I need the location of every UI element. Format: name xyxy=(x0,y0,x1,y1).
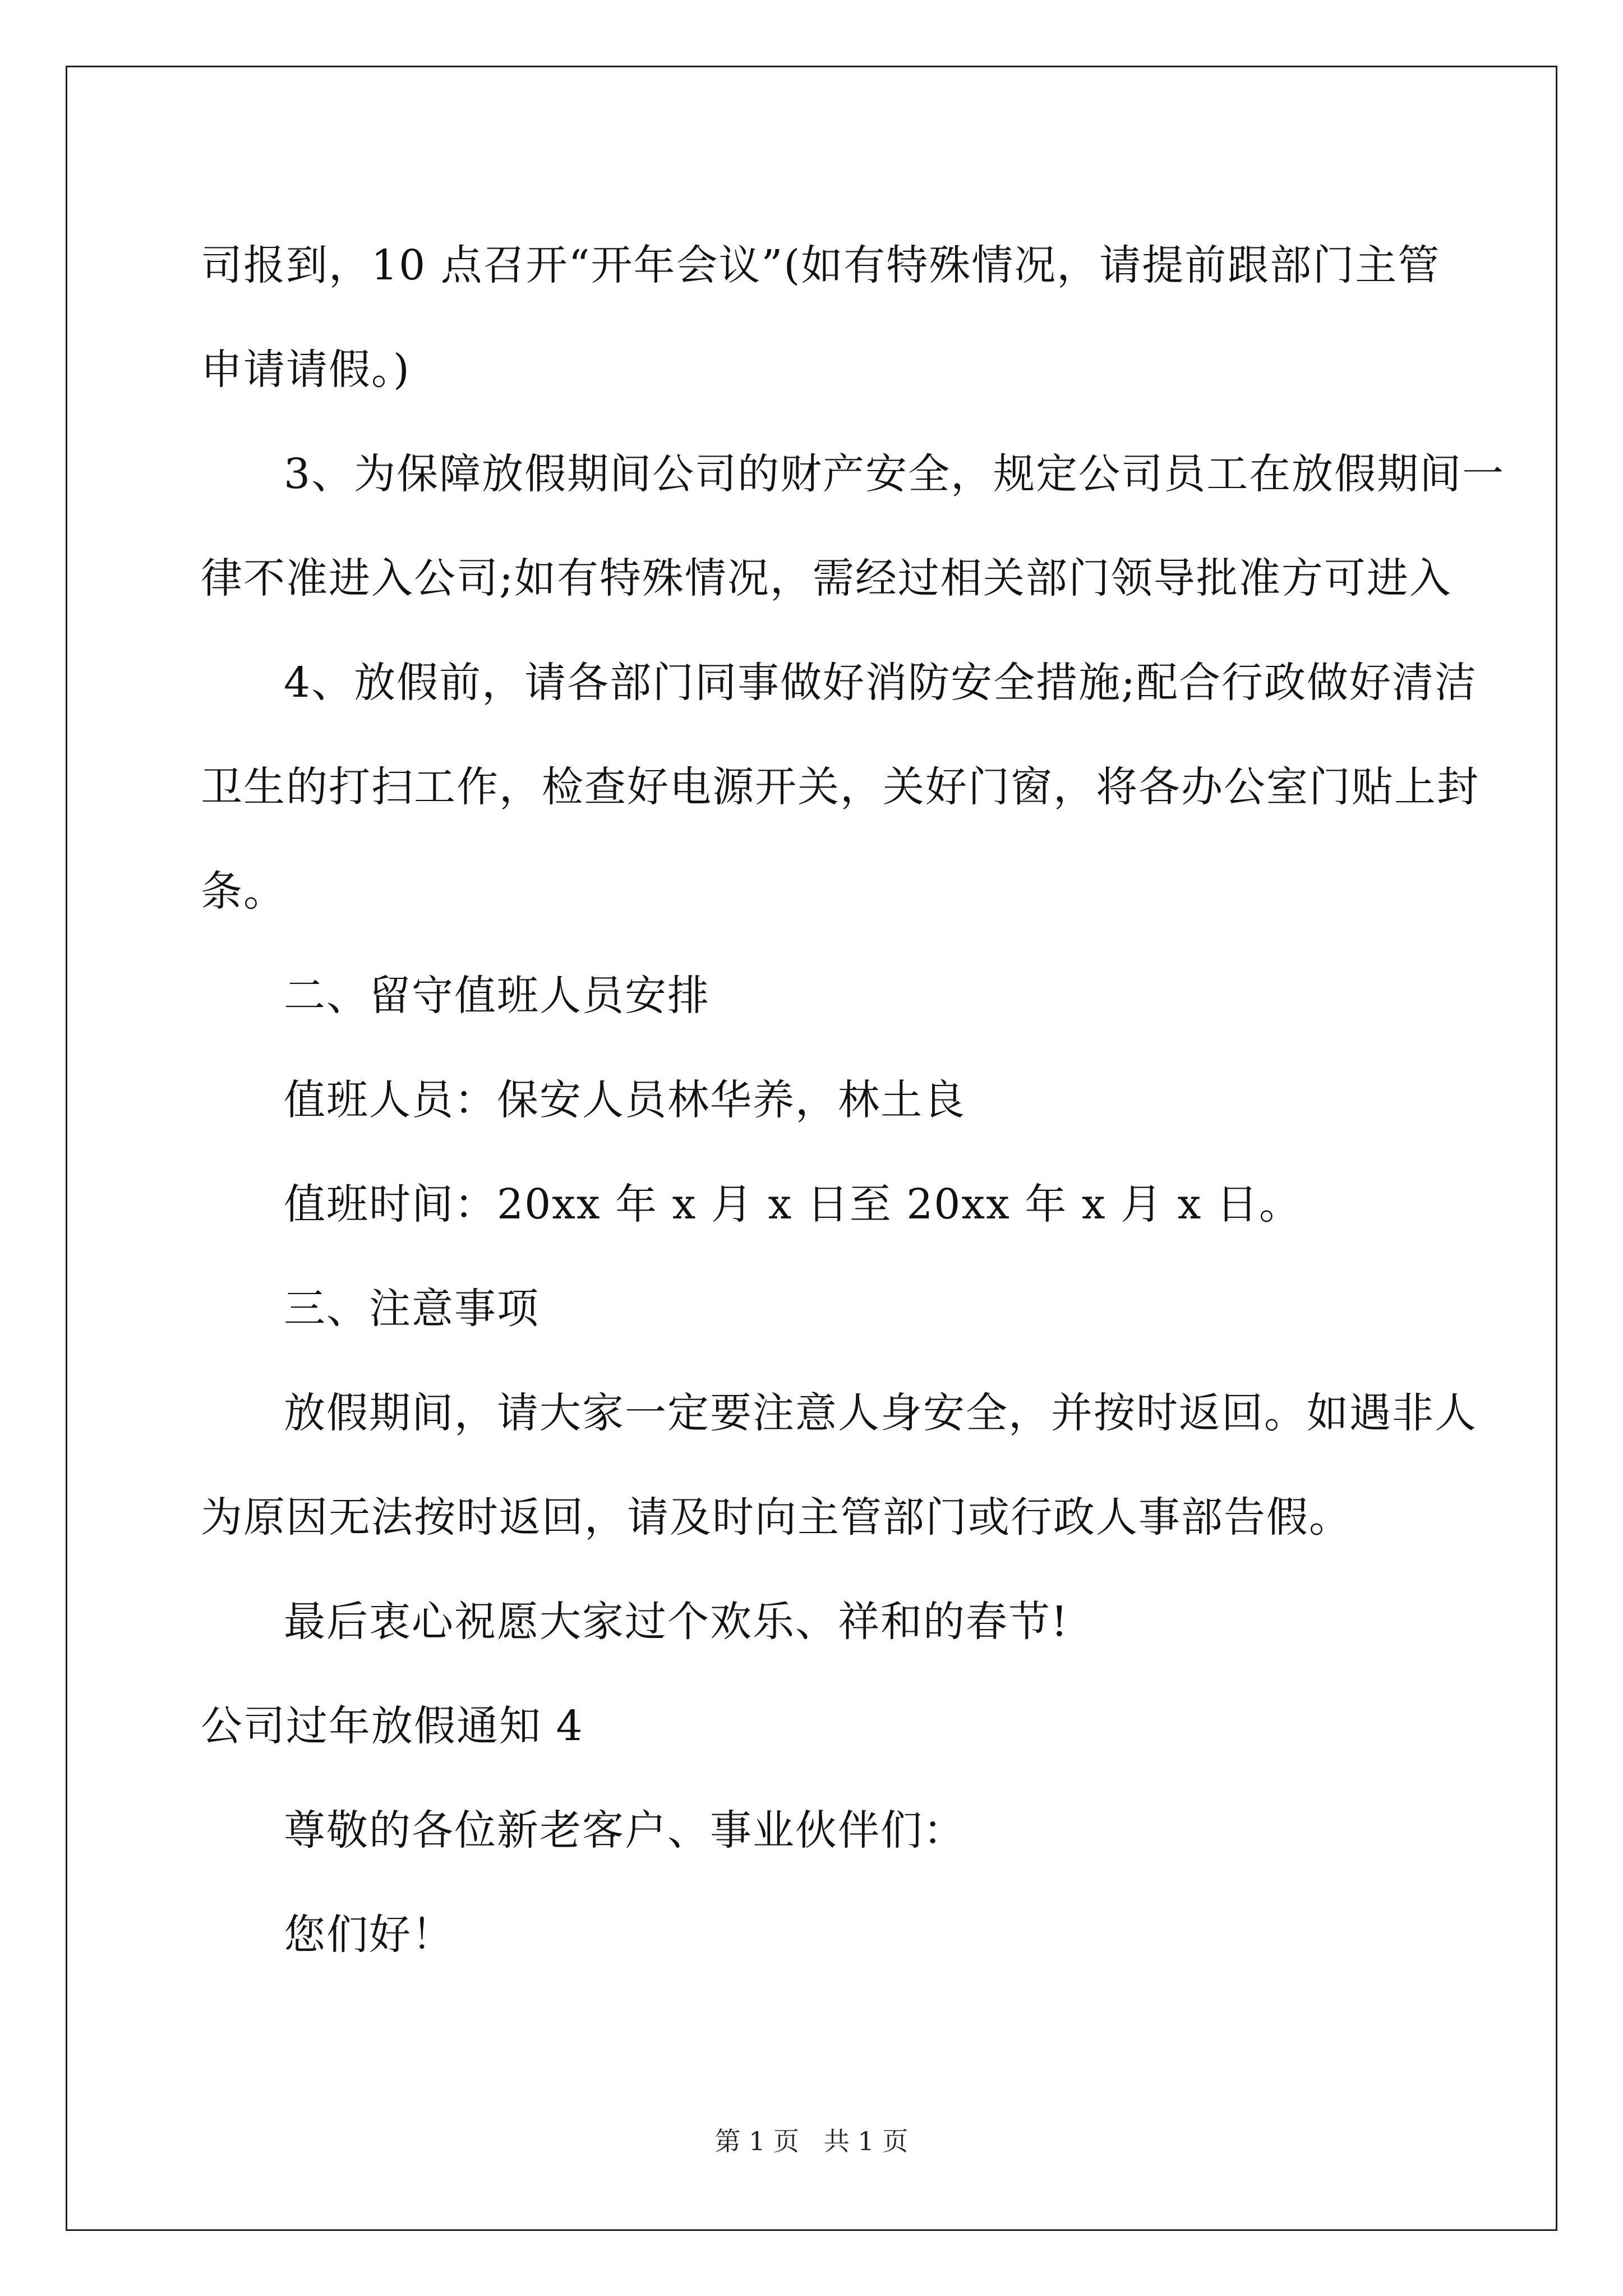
section-heading: 二、留守值班人员安排 xyxy=(284,972,710,1020)
paragraph-line: 律不准进入公司;如有特殊情况，需经过相关部门领导批准方可进入 xyxy=(201,554,1452,602)
paragraph-line: 申请请假。) xyxy=(201,346,411,394)
document-body xyxy=(201,213,1505,1987)
paragraph-line: 条。 xyxy=(201,867,286,915)
paragraph-line: 值班人员：保安人员林华养，林土良 xyxy=(284,1076,966,1124)
paragraph-line: 3、为保障放假期间公司的财产安全，规定公司员工在放假期间一 xyxy=(284,450,1505,498)
paragraph-line: 值班时间：20xx 年 x 月 x 日至 20xx 年 x 月 x 日。 xyxy=(284,1180,1302,1228)
paragraph-line: 放假期间，请大家一定要注意人身安全，并按时返回。如遇非人 xyxy=(284,1389,1477,1437)
page-footer: 第 1 页 共 1 页 xyxy=(714,2126,909,2156)
salutation: 尊敬的各位新老客户、事业伙伴们： xyxy=(284,1806,966,1855)
paragraph-line: 4、放假前，请各部门同事做好消防安全措施;配合行政做好清洁 xyxy=(284,659,1478,707)
document-title: 公司过年放假通知 4 xyxy=(201,1702,584,1750)
section-heading: 三、注意事项 xyxy=(284,1285,540,1333)
paragraph-line: 最后衷心祝愿大家过个欢乐、祥和的春节! xyxy=(284,1598,1069,1646)
paragraph-line: 卫生的打扫工作，检查好电源开关，关好门窗，将各办公室门贴上封 xyxy=(201,763,1479,811)
greeting: 您们好！ xyxy=(284,1911,454,1959)
paragraph-line: 司报到，10 点召开“开年会议”(如有特殊情况，请提前跟部门主管 xyxy=(201,241,1441,289)
paragraph-line: 为原因无法按时返回，请及时向主管部门或行政人事部告假。 xyxy=(201,1493,1352,1542)
